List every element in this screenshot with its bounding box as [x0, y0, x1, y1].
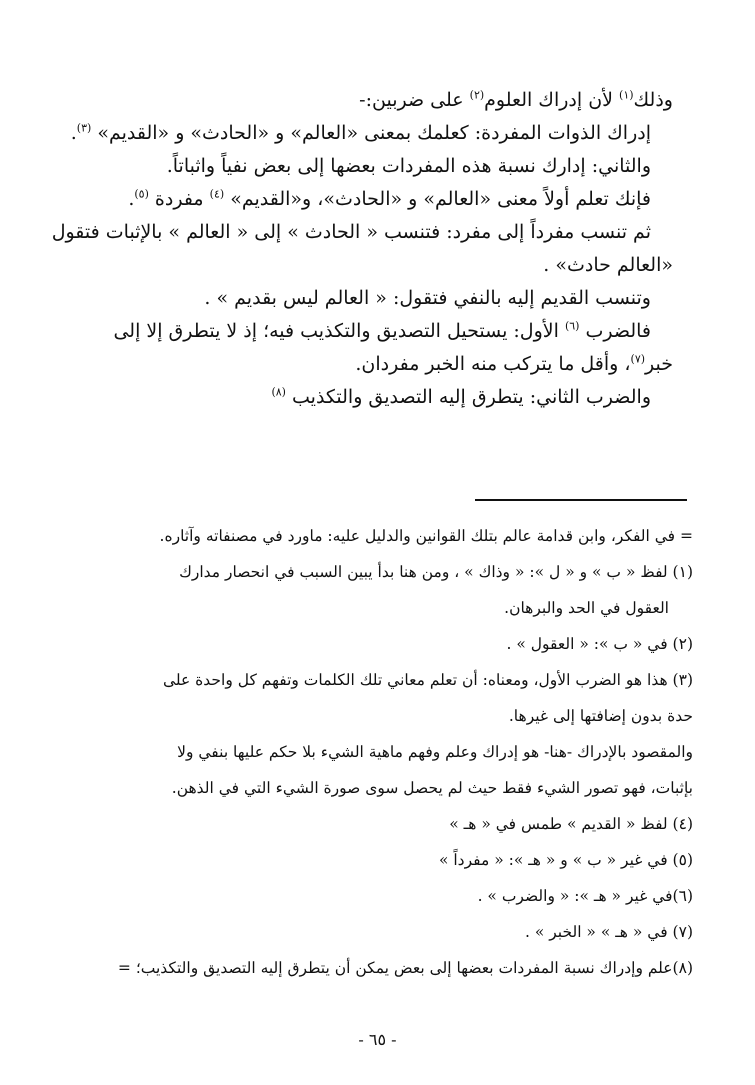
- footnote-ref: (٢): [469, 88, 485, 102]
- footnote-line: (٥) في غير « ب » و « هـ »: « مفرداً »: [438, 851, 693, 869]
- footnote-ref: (٨): [271, 385, 286, 399]
- footnote-line: والمقصود بالإدراك -هنا- هو إدراك وعلم وفهم ماهية الشيء بلا حكم عليها بنفي ولا: [177, 743, 693, 761]
- footnote-line: حدة بدون إضافتها إلى غيرها.: [508, 707, 693, 725]
- main-line-6: «العالم حادث» .: [543, 254, 673, 276]
- main-line-10: والضرب الثاني: يتطرق إليه التصديق والتكذيب $^{(٨)}$: [271, 385, 651, 408]
- footnote-line: (٨)علم وإدراك نسبة المفردات بعضها إلى بعض يمكن أن يتطرق إليه التصديق والتكذيب؛ =: [117, 959, 693, 977]
- main-line-7: وتنسب القديم إليه بالنفي فتقول: « العالم ليس بقديم » .: [204, 287, 651, 309]
- main-line-2: إدراك الذوات المفردة: كعلمك بمعنى «العالم» و «الحادث» و «القديم» $^{(٣)}$.: [70, 121, 651, 144]
- main-line-3: والثاني: إدارك نسبة هذه المفردات بعضها إلى بعض نفياً واثباتاً.: [166, 155, 651, 177]
- footnote-line: (٧) في « هـ » « الخبر » .: [524, 923, 693, 941]
- footnote-ref: (٤): [209, 187, 225, 201]
- footnote-line: (٦)في غير « هـ »: « والضرب » .: [477, 887, 693, 905]
- main-text: [51, 84, 673, 414]
- footnote-ref: (٥): [134, 187, 149, 201]
- footnote-line: (٤) لفظ « القديم » طمس في « هـ »: [449, 815, 693, 833]
- page-number: - ٦٥ -: [358, 1030, 397, 1049]
- footnote-line: (١) لفظ « ب » و « ل »: « وذاك » ، ومن هنا بدأ يبين السبب في انحصار مدارك: [179, 563, 693, 581]
- footnotes: [53, 518, 693, 986]
- main-line-1: وذلك$^{(١)}$ لأن إدراك العلوم$^{(٢)}$ على ضربين:-: [359, 88, 673, 111]
- footnote-ref: (٣): [76, 121, 92, 135]
- main-line-8: فالضرب $^{(٦)}$ الأول: يستحيل التصديق والتكذيب فيه؛ إذ لا يتطرق إلا إلى: [113, 319, 651, 342]
- footnote-ref: (٧): [630, 352, 646, 366]
- footnote-line: العقول في الحد والبرهان.: [504, 599, 669, 617]
- main-line-5: ثم تنسب مفرداً إلى مفرد: فتنسب « الحادث » إلى « العالم » بالإثبات فتقول: [51, 221, 651, 243]
- footnote-line: = في الفكر، وابن قدامة عالم بتلك القوانين والدليل عليه: ماورد في مصنفاته وآثاره.: [159, 527, 693, 545]
- footnote-line: (٣) هذا هو الضرب الأول، ومعناه: أن تعلم معاني تلك الكلمات وتفهم كل واحدة على: [162, 671, 693, 689]
- footnote-ref: (١): [619, 88, 634, 102]
- footnote-ref: (٦): [564, 319, 580, 333]
- footnote-separator: [475, 499, 687, 501]
- main-line-4: فإنك تعلم أولاً معنى «العالم» و «الحادث»، و«القديم» $^{(٤)}$ مفردة $^{(٥)}$.: [128, 187, 651, 210]
- footnote-line: (٢) في « ب »: « العقول » .: [506, 635, 693, 653]
- main-line-9: خبر$^{(٧)}$، وأقل ما يتركب منه الخبر مفردان.: [355, 352, 673, 375]
- footnote-line: بإثبات، فهو تصور الشيء فقط حيث لم يحصل سوى صورة الشيء التي في الذهن.: [171, 779, 693, 797]
